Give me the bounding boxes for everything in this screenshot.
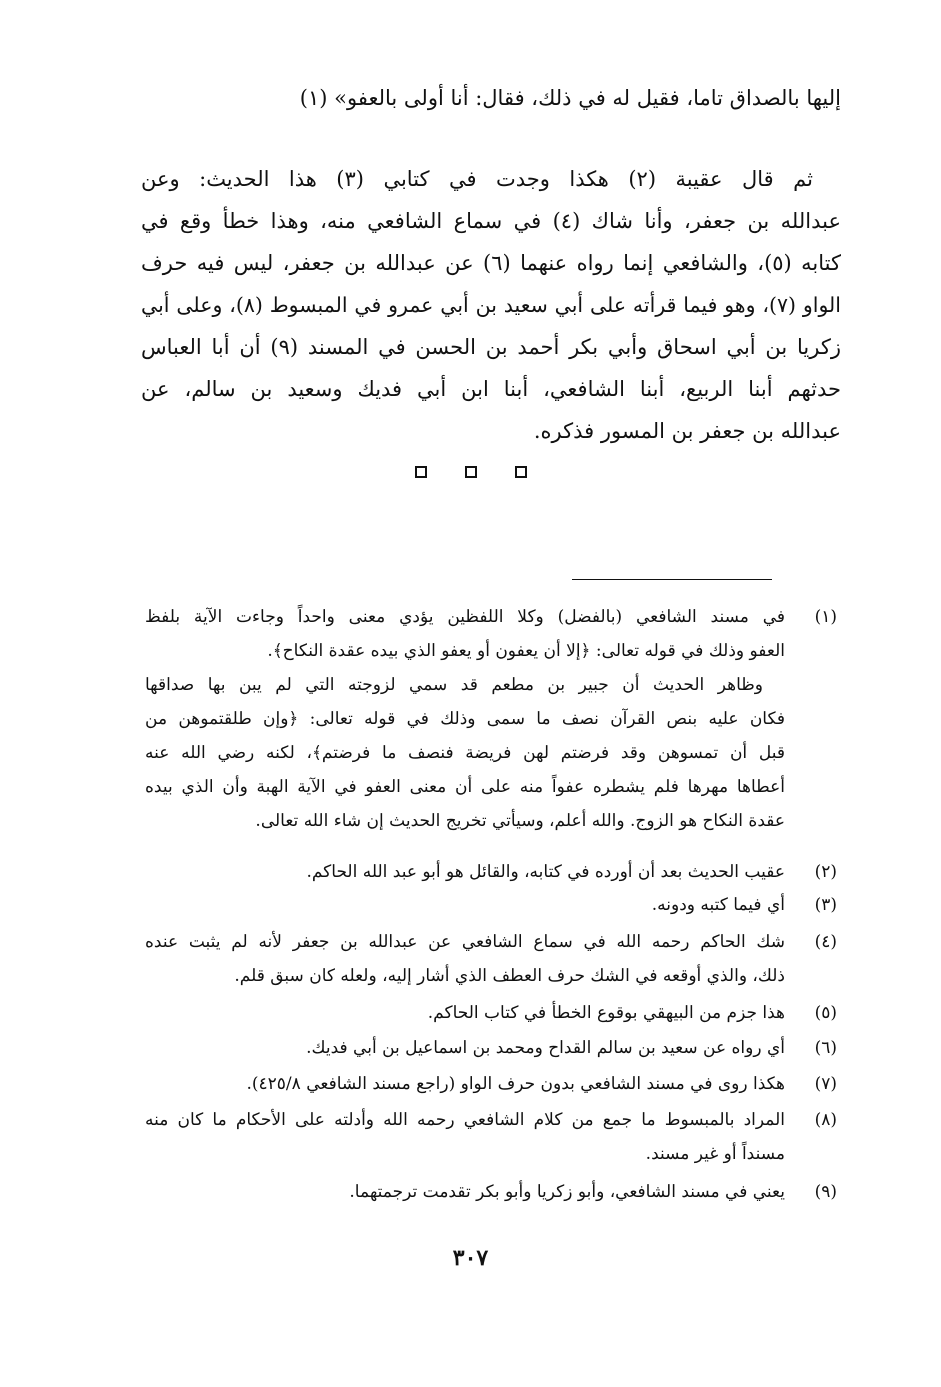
footnote-line: فكان عليه بنص القرآن نصف ما سمى وذلك في قوله تعالى: ﴿وإن طلقتموهن من xyxy=(145,709,785,729)
paragraph-line: حدثهم أبنا الربيع، أبنا الشافعي، أبنا ابن أبي فديك وسعيد بن سالم، عن xyxy=(141,377,841,401)
paragraph-line: ثم قال عقيبة (٢) هكذا وجدت في كتابي (٣) هذا الحديث: وعن xyxy=(141,167,813,191)
footnote-number: (١) xyxy=(814,607,837,627)
footnote-line: وظاهر الحديث أن جبير بن مطعم قد سمي لزوجته التي لم يبن بها صداقها xyxy=(145,675,763,695)
separator-square-icon xyxy=(415,466,427,478)
page-number: ٣٠٧ xyxy=(452,1245,489,1271)
paragraph-line: زكريا بن أبي اسحاق وأبي بكر أحمد بن الحسن في المسند (٩) أن أبا العباس xyxy=(141,335,841,359)
footnote-number: (٢) xyxy=(814,862,837,882)
footnote-line: هكذا روى في مسند الشافعي بدون حرف الواو (راجع مسند الشافعي ٤٢٥/٨). xyxy=(246,1074,785,1094)
separator-square-icon xyxy=(515,466,527,478)
footnote-number: (٥) xyxy=(814,1003,837,1023)
footnote-line: في مسند الشافعي (بالفضل) وكلا اللفظين يؤدي معنى واحداً وجاءت الآية بلفظ xyxy=(145,607,785,627)
top-line: إليها بالصداق تاما، فقيل له في ذلك، فقال: أنا أولى بالعفو» (١) xyxy=(299,86,841,110)
footnote-line: شك الحاكم رحمه الله في سماع الشافعي عن عبدالله بن جعفر لأنه لم يثبت عنده xyxy=(145,932,785,952)
footnote-line: يعني في مسند الشافعي، وأبو زكريا وأبو بكر تقدمت ترجمتهما. xyxy=(349,1182,785,1202)
footnote-line: مسنداً أو غير مسند. xyxy=(645,1144,785,1164)
footnote-number: (٩) xyxy=(814,1182,837,1202)
footnote-line: عقدة النكاح هو الزوج. والله أعلم، وسيأتي تخريج الحديث إن شاء الله تعالى. xyxy=(255,811,785,831)
footnote-line: أي فيما كتبه ودونه. xyxy=(651,895,785,915)
footnote-number: (٧) xyxy=(814,1074,837,1094)
footnote-number: (٣) xyxy=(814,895,837,915)
footnote-line: العفو وذلك في قوله تعالى: ﴿إلا أن يعفون أو يعفو الذي بيده عقدة النكاح﴾. xyxy=(267,641,785,661)
footnote-line: عقيب الحديث بعد أن أورده في كتابه، والقائل هو أبو عبد الله الحاكم. xyxy=(306,862,785,882)
paragraph-line: كتابه (٥)، والشافعي إنما رواه عنهما (٦) عن عبدالله بن جعفر، ليس فيه حرف xyxy=(141,251,841,275)
footnote-line: ذلك، والذي أوقعه في الشك حرف العطف الذي أشار إليه، ولعله كان سبق قلم. xyxy=(234,966,785,986)
separator-square-icon xyxy=(465,466,477,478)
paragraph-line: عبدالله بن جعفر، وأنا شاك (٤) في سماع الشافعي منه، وهذا خطأ وقع في xyxy=(141,209,841,233)
footnote-line: هذا جزم من البيهقي بوقوع الخطأ في كتاب الحاكم. xyxy=(427,1003,785,1023)
section-separator xyxy=(0,466,941,478)
paragraph-line: الواو (٧)، وهو فيما قرأته على أبي سعيد بن أبي عمرو في المبسوط (٨)، وعلى أبي xyxy=(141,293,841,317)
footnote-line: أعطاها مهرها فلم يشطره عفواً منه على أن معنى العفو في الآية الهبة وأن الذي بيده xyxy=(145,777,785,797)
paragraph-line: عبدالله بن جعفر بن المسور فذكره. xyxy=(533,419,841,443)
footnote-line: قبل أن تمسوهن وقد فرضتم لهن فريضة فنصف ما فرضتم﴾، لكنه رضي الله عنه xyxy=(145,743,785,763)
footnote-divider xyxy=(572,579,772,580)
footnote-number: (٤) xyxy=(814,932,837,952)
footnote-number: (٦) xyxy=(814,1038,837,1058)
footnote-line: المراد بالمبسوط ما جمع من كلام الشافعي رحمه الله وأدلته على الأحكام ما كان منه xyxy=(145,1110,785,1130)
footnote-number: (٨) xyxy=(814,1110,837,1130)
footnote-line: أي رواه عن سعيد بن سالم القداح ومحمد بن اسماعيل بن أبي فديك. xyxy=(306,1038,785,1058)
